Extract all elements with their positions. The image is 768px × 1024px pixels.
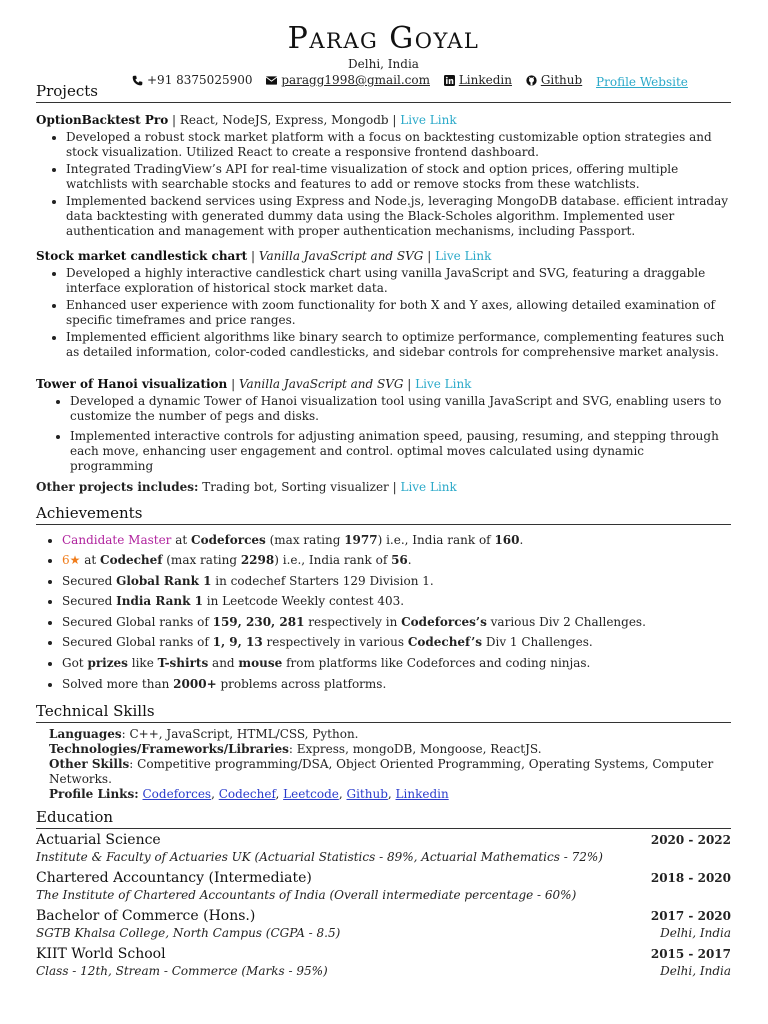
- star-icon: ★: [69, 553, 81, 568]
- envelope-icon: [266, 75, 277, 86]
- live-link[interactable]: Live Link: [435, 248, 492, 263]
- highlight: mouse: [238, 656, 283, 671]
- education-title: Bachelor of Commerce (Hons.): [36, 907, 256, 924]
- section-title-education: Education: [36, 808, 731, 829]
- linkedin-link[interactable]: Linkedin: [458, 73, 512, 87]
- education-institution: Institute & Faculty of Actuaries UK (Actuarial Statistics - 89%, Actuarial Mathematics - 72%): [36, 849, 603, 864]
- text: Secured: [62, 594, 117, 609]
- live-link[interactable]: Live Link: [400, 112, 457, 127]
- project-bullets: [36, 394, 731, 474]
- website-contact[interactable]: [596, 74, 688, 90]
- list-item: [62, 574, 731, 589]
- list-item: • Implemented efficient algorithms like binary search to optimize performance, complementing features such as detailed information, color-coded candlesticks, and sidebar controls for comprehensive market analysis.: [66, 330, 731, 360]
- skills-label: Languages: [49, 726, 122, 741]
- highlight: 1, 9, 13: [212, 635, 263, 650]
- list-item: • Enhanced user experience with zoom functionality for both X and Y axes, allowing detailed examination of specific timeframes and price ranges.: [66, 298, 731, 328]
- project-bullets: [36, 130, 731, 239]
- text: problems across platforms.: [216, 676, 387, 691]
- text: ) i.e., India rank of: [377, 532, 495, 547]
- github-link[interactable]: Github: [540, 73, 583, 87]
- profile-website-link[interactable]: Profile Website: [596, 74, 688, 89]
- github-icon: [526, 75, 537, 86]
- highlight: Codeforces’s: [401, 614, 487, 629]
- skills-label: Other Skills: [49, 756, 130, 771]
- separator: |: [388, 112, 401, 127]
- linkedin-icon: [444, 75, 455, 86]
- site-name: Codechef: [100, 553, 163, 568]
- list-item: [62, 677, 731, 692]
- project-tech: Vanilla JavaScript and SVG: [258, 248, 424, 263]
- email-link[interactable]: paragg1998@gmail.com: [281, 73, 430, 87]
- other-projects-label: Other projects includes:: [36, 479, 199, 494]
- text: Div 1 Challenges.: [482, 635, 593, 650]
- separator: ,: [211, 786, 219, 801]
- location: Delhi, India: [348, 57, 419, 71]
- separator: |: [388, 479, 401, 494]
- separator: |: [247, 248, 259, 263]
- education-title: KIIT World School: [36, 945, 166, 962]
- linkedin-profile-link[interactable]: Linkedin: [395, 786, 449, 801]
- text: at: [171, 532, 192, 547]
- skills-other: [49, 757, 731, 787]
- text: at: [80, 553, 101, 568]
- project-name: Tower of Hanoi visualization: [36, 376, 228, 391]
- education-list: [36, 831, 731, 979]
- text: (max rating: [162, 553, 241, 568]
- highlight: T-shirts: [157, 656, 209, 671]
- skills-profile-links: [49, 787, 731, 802]
- github-profile-link[interactable]: Github: [346, 786, 388, 801]
- text: in codechef Starters 129 Division 1.: [211, 573, 434, 588]
- achievements-list: [36, 533, 731, 692]
- list-item: • Integrated TradingView’s API for real-time visualization of stock and option prices, offering multiple watchlists with searchable stocks and features to add or remove stocks from these watchlists.: [66, 162, 731, 192]
- github-contact[interactable]: [526, 72, 582, 88]
- project-title-optionbacktest: [36, 113, 731, 128]
- skills-block: [36, 727, 731, 802]
- star-count: 6: [62, 553, 70, 568]
- text: Secured: [62, 573, 117, 588]
- project-tech: Vanilla JavaScript and SVG: [238, 376, 404, 391]
- text: .: [519, 532, 524, 547]
- education-title: Actuarial Science: [36, 831, 161, 848]
- education-institution: The Institute of Chartered Accountants of India (Overall intermediate percentage - 60%): [36, 887, 577, 902]
- text: Got: [62, 656, 88, 671]
- rank-value: 160: [494, 532, 520, 547]
- education-place: Delhi, India: [660, 925, 731, 940]
- list-item: • Developed a dynamic Tower of Hanoi visualization tool using vanilla JavaScript and SVG, enabling users to customize the number of pegs and disks.: [70, 394, 731, 424]
- education-institution: SGTB Khalsa College, North Campus (CGPA - 8.5): [36, 925, 341, 940]
- education-title: Chartered Accountancy (Intermediate): [36, 869, 312, 886]
- codeforces-link[interactable]: Codeforces: [142, 786, 212, 801]
- list-item: [62, 615, 731, 630]
- text: from platforms like Codeforces and coding ninjas.: [282, 656, 591, 671]
- education-date: 2017 - 2020: [650, 908, 731, 923]
- text: respectively in various: [262, 635, 408, 650]
- separator: |: [227, 376, 239, 391]
- project-title-candlestick: [36, 249, 731, 264]
- rank-value: 56: [391, 553, 408, 568]
- education-item: [36, 945, 731, 979]
- highlight: 2000+: [173, 676, 217, 691]
- phone-number: +91 8375025900: [147, 73, 253, 87]
- education-place: Delhi, India: [660, 963, 731, 978]
- phone-contact[interactable]: [132, 72, 253, 88]
- project-title-hanoi: [36, 377, 731, 392]
- text: Secured Global ranks of: [62, 614, 213, 629]
- skills-languages: [49, 727, 731, 742]
- project-name: OptionBacktest Pro: [36, 112, 169, 127]
- highlight: Codechef’s: [407, 635, 483, 650]
- education-item: [36, 907, 731, 941]
- skills-label: Profile Links:: [49, 786, 139, 801]
- text: ) i.e., India rank of: [274, 553, 392, 568]
- text: like: [127, 656, 158, 671]
- list-item: [62, 635, 731, 650]
- text: Solved more than: [62, 676, 174, 691]
- candidate-name: Parag Goyal: [287, 21, 480, 56]
- education-item: [36, 869, 731, 903]
- text: and: [208, 656, 239, 671]
- project-name: Stock market candlestick chart: [36, 248, 248, 263]
- highlight: prizes: [87, 656, 128, 671]
- separator: ,: [338, 786, 347, 801]
- separator: |: [423, 248, 436, 263]
- other-projects: [36, 480, 731, 495]
- section-title-achievements: Achievements: [36, 504, 731, 525]
- site-name: Codeforces: [191, 532, 266, 547]
- separator: ,: [275, 786, 284, 801]
- live-link[interactable]: Live Link: [415, 376, 472, 391]
- separator: |: [168, 112, 180, 127]
- leetcode-link[interactable]: Leetcode: [283, 786, 339, 801]
- codechef-link[interactable]: Codechef: [218, 786, 276, 801]
- contact-row: [36, 72, 731, 90]
- phone-icon: [132, 75, 143, 86]
- list-item: • Implemented backend services using Express and Node.js, leveraging MongoDB database. efficient intraday data backtesting with generated dummy data using the Black-Scholes algorithm. Implemented user authentication and management with proper authentication mechanisms, including Passport.: [66, 194, 731, 239]
- education-date: 2015 - 2017: [650, 946, 731, 961]
- highlight: India Rank 1: [116, 594, 203, 609]
- text: various Div 2 Challenges.: [486, 614, 646, 629]
- skills-technologies: [49, 742, 731, 757]
- text: in Leetcode Weekly contest 403.: [202, 594, 405, 609]
- rating-value: 1977: [344, 532, 378, 547]
- skills-value: : C++, JavaScript, HTML/CSS, Python.: [121, 726, 359, 741]
- education-date: 2018 - 2020: [650, 870, 731, 885]
- education-item: [36, 831, 731, 865]
- live-link[interactable]: Live Link: [400, 479, 457, 494]
- rating-value: 2298: [240, 553, 275, 568]
- linkedin-contact[interactable]: [444, 72, 512, 88]
- text: .: [407, 553, 412, 568]
- skills-value: : Competitive programming/DSA, Object Oriented Programming, Operating Systems, Computer Networks.: [49, 756, 714, 786]
- list-item: [62, 594, 731, 609]
- skills-value: : Express, mongoDB, Mongoose, ReactJS.: [288, 741, 542, 756]
- list-item: [62, 533, 731, 548]
- project-bullets: [36, 266, 731, 360]
- separator: ,: [387, 786, 396, 801]
- text: Secured Global ranks of: [62, 635, 213, 650]
- list-item: • Developed a robust stock market platform with a focus on backtesting customizable option strategies and stock visualization. Utilized React to create a responsive frontend dashboard.: [66, 130, 731, 160]
- education-date: 2020 - 2022: [650, 832, 731, 847]
- education-institution: Class - 12th, Stream - Commerce (Marks - 95%): [36, 963, 328, 978]
- other-projects-text: Trading bot, Sorting visualizer: [198, 479, 389, 494]
- separator: |: [403, 376, 416, 391]
- list-item: • Developed a highly interactive candlestick chart using vanilla JavaScript and SVG, featuring a draggable interface exploration of historical stock market data.: [66, 266, 731, 296]
- highlight: Global Rank 1: [116, 573, 212, 588]
- email-contact[interactable]: [266, 72, 430, 88]
- resume-header: [36, 0, 731, 90]
- skills-label: Technologies/Frameworks/Libraries: [49, 741, 289, 756]
- text: (max rating: [265, 532, 345, 547]
- highlight: 159, 230, 281: [212, 614, 305, 629]
- list-item: [62, 656, 731, 671]
- candidate-master-title: Candidate Master: [62, 532, 172, 547]
- project-tech: React, NodeJS, Express, Mongodb: [179, 112, 389, 127]
- list-item: [62, 553, 731, 568]
- list-item: • Implemented interactive controls for adjusting animation speed, pausing, resuming, and stepping through each move, enhancing user engagement and control. optimal moves calculated using dynamic programming: [70, 429, 731, 474]
- section-title-projects: Projects: [36, 82, 731, 103]
- section-title-skills: Technical Skills: [36, 702, 731, 723]
- text: respectively in: [304, 614, 402, 629]
